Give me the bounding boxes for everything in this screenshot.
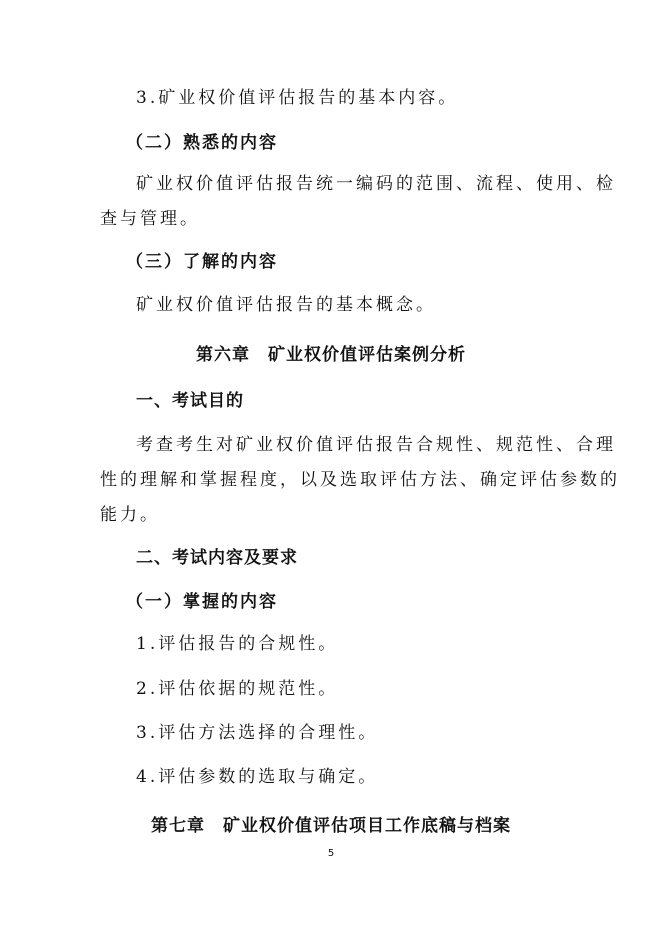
chapter-7-number: 第七章 [151, 816, 205, 836]
paragraph-familiar-line-2: 查与管理。 [100, 209, 200, 229]
subheading-understand: （三）了解的内容 [126, 252, 278, 272]
subheading-familiar: （二）熟悉的内容 [126, 133, 278, 153]
subheading-master: （一）掌握的内容 [126, 592, 278, 612]
paragraph-familiar-line-1: 矿业权价值评估报告统一编码的范围、流程、使用、检 [136, 174, 616, 194]
list-item: 1.评估报告的合规性。 [136, 634, 339, 654]
paragraph-understand: 矿业权价值评估报告的基本概念。 [136, 295, 436, 315]
chapter-6-heading [0, 343, 662, 367]
list-item: 4.评估参数的选取与确定。 [136, 767, 379, 787]
chapter-7-heading [0, 814, 662, 838]
chapter-7-title: 矿业权价值评估项目工作底稿与档案 [223, 816, 511, 836]
chapter-6-title: 矿业权价值评估案例分析 [268, 345, 466, 365]
paragraph-purpose-line-2: 性的理解和掌握程度，以及选取评估方法、确定评估参数的 [100, 470, 620, 490]
list-item: 3.评估方法选择的合理性。 [136, 723, 379, 743]
list-item: 2.评估依据的规范性。 [136, 679, 339, 699]
chapter-6-number: 第六章 [196, 345, 250, 365]
paragraph-purpose-line-3: 能力。 [100, 505, 160, 525]
section-exam-content-heading: 二、考试内容及要求 [136, 548, 298, 568]
page-number: 5 [327, 848, 335, 859]
paragraph-purpose-line-1: 考查考生对矿业权价值评估报告合规性、规范性、合理 [136, 435, 616, 455]
list-item-3-report-content: 3.矿业权价值评估报告的基本内容。 [136, 88, 459, 108]
section-exam-purpose-heading: 一、考试目的 [136, 391, 244, 411]
